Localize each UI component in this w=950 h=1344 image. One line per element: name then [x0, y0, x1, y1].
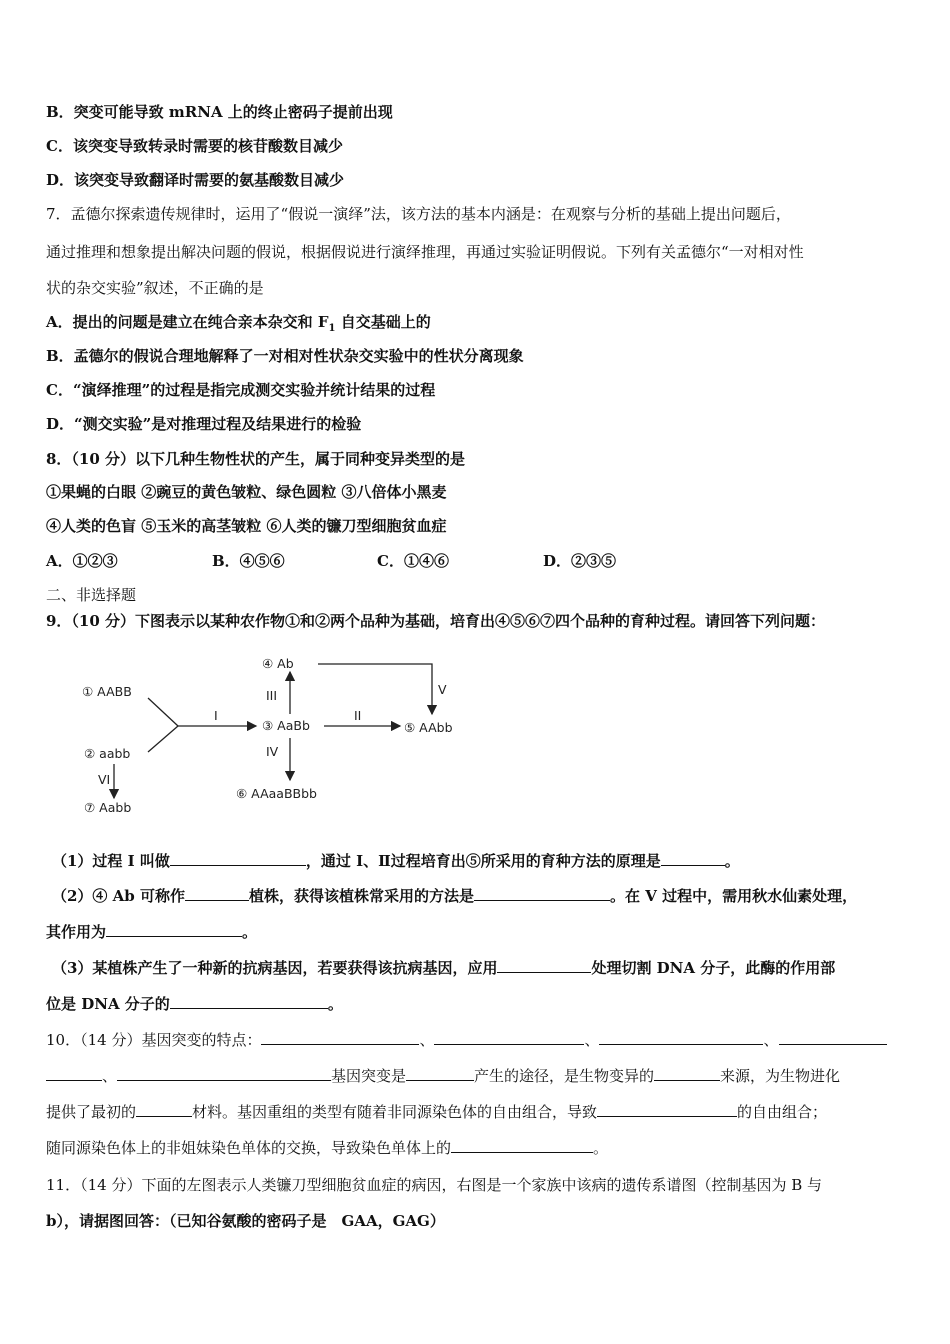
answer-blank[interactable] [434, 1030, 584, 1045]
q10-text-5: 材料。基因重组的类型有随着非同源染色体的自由组合，导致 [192, 1103, 598, 1121]
answer-blank[interactable] [136, 1102, 192, 1117]
separator: 、 [102, 1067, 118, 1085]
label-process-3: III [266, 688, 278, 703]
node-6: ⑥ AAaaBBbb [236, 786, 317, 801]
q8-option-c: C．①④⑥ [377, 552, 449, 570]
q7-option-a-pre: A．提出的问题是建立在纯合亲本杂交和 F [46, 313, 329, 331]
q9-sub2-cont [46, 922, 257, 942]
q6-option-b: B．突变可能导致 mRNA 上的终止密码子提前出现 [46, 103, 393, 121]
q6-option-d: D．该突变导致翻译时需要的氨基酸数目减少 [46, 171, 345, 189]
q7-option-a-post: 自交基础上的 [335, 313, 431, 331]
label-process-5: V [438, 682, 447, 697]
q8-option-a: A．①②③ [46, 552, 118, 570]
separator: 、 [584, 1031, 600, 1049]
q7-option-a [46, 312, 431, 339]
q9-stem: 9．（10 分）下图表示以某种农作物①和②两个品种为基础，培育出④⑤⑥⑦四个品种的育种过程。请回答下列问题： [46, 612, 826, 630]
answer-blank[interactable] [654, 1066, 720, 1081]
node-7: ⑦ Aabb [84, 800, 132, 815]
q10-line3 [46, 1102, 827, 1122]
q9-sub1-c: 。 [724, 852, 740, 870]
q9-sub3-a: （3）某植株产生了一种新的抗病基因，若要获得该抗病基因，应用 [52, 959, 498, 977]
q8-items-line2: ④人类的色盲 ⑤玉米的高茎皱粒 ⑥人类的镰刀型细胞贫血症 [46, 517, 447, 535]
answer-blank[interactable] [497, 958, 591, 973]
q10-stem: 10．（14 分）基因突变的特点： [46, 1031, 262, 1049]
q10-line2 [46, 1066, 840, 1086]
answer-blank[interactable] [406, 1066, 474, 1081]
q7-stem-line1: 7．孟德尔探索遗传规律时，运用了“假说一演绎”法，该方法的基本内涵是：在观察与分析的基础上提出问题后， [46, 205, 791, 223]
separator: 、 [419, 1031, 435, 1049]
q7-stem-line3: 状的杂交实验”叙述，不正确的是 [46, 279, 264, 297]
q9-sub2-c: 。在 V 过程中，需用秋水仙素处理， [610, 887, 858, 905]
answer-blank[interactable] [46, 1066, 102, 1081]
q7-option-c: C．“演绎推理”的过程是指完成测交实验并统计结果的过程 [46, 381, 436, 399]
q9-sub3 [52, 958, 835, 978]
answer-blank[interactable] [261, 1030, 419, 1045]
q7-option-d: D．“测交实验”是对推理过程及结果进行的检验 [46, 415, 362, 433]
q9-sub1-b: ，通过 I、Ⅱ过程培育出⑤所采用的育种方法的原理是 [305, 852, 661, 870]
q8-items-line1: ①果蝇的白眼 ②豌豆的黄色皱粒、绿色圆粒 ③八倍体小黑麦 [46, 483, 447, 501]
answer-blank[interactable] [185, 886, 249, 901]
node-5: ⑤ AAbb [404, 720, 453, 735]
label-process-2: II [354, 708, 362, 723]
answer-blank[interactable] [451, 1138, 593, 1153]
answer-blank[interactable] [779, 1030, 887, 1045]
q11-line1: 11．（14 分）下面的左图表示人类镰刀型细胞贫血症的病因，右图是一个家族中该病的遗传系谱图（控制基因为 B 与 [46, 1176, 823, 1194]
label-process-4: IV [266, 744, 279, 759]
node-1: ① AABB [82, 684, 132, 699]
separator: 、 [763, 1031, 779, 1049]
section-title: 二、非选择题 [46, 586, 137, 604]
answer-blank[interactable] [170, 851, 306, 866]
q10-text-7: 随同源染色体上的非姐妹染色单体的交换，导致染色单体上的 [46, 1139, 452, 1157]
q8-stem: 8．（10 分）以下几种生物性状的产生，属于同种变异类型的是 [46, 450, 466, 468]
arrow-process-5 [318, 664, 432, 714]
breeding-diagram [70, 648, 490, 818]
q6-option-c: C．该突变导致转录时需要的核苷酸数目减少 [46, 137, 343, 155]
q10-text-6: 的自由组合； [737, 1103, 828, 1121]
q9-sub2-d: 其作用为 [46, 923, 107, 941]
q10-text-3: 来源，为生物进化 [720, 1067, 841, 1085]
q9-sub3-d: 。 [327, 995, 343, 1013]
q9-sub3-cont [46, 994, 343, 1014]
q9-sub1-a: （1）过程 I 叫做 [52, 852, 170, 870]
q10-text-2: 产生的途径，是生物变异的 [474, 1067, 655, 1085]
q7-option-b: B．孟德尔的假说合理地解释了一对相对性状杂交实验中的性状分离现象 [46, 347, 524, 365]
q7-option-a-sub: 1 [328, 323, 336, 334]
label-process-1: I [214, 708, 218, 723]
q7-stem-line2: 通过推理和想象提出解决问题的假说，根据假说进行演绎推理，再通过实验证明假说。下列有关孟德尔“一对相对性 [46, 243, 804, 261]
line-n2-to-junction [148, 726, 178, 752]
q9-sub2-b: 植株，获得该植株常采用的方法是 [249, 887, 475, 905]
q10-text-1: 基因突变是 [331, 1067, 407, 1085]
q9-sub2 [52, 886, 857, 906]
answer-blank[interactable] [170, 994, 328, 1009]
answer-blank[interactable] [597, 1102, 737, 1117]
q11-line2: b），请据图回答：（已知谷氨酸的密码子是 GAA，GAG） [46, 1212, 445, 1230]
q9-sub3-b: 处理切割 DNA 分子，此酶的作用部 [591, 959, 836, 977]
q10-line4 [46, 1138, 608, 1158]
q10-line1 [46, 1030, 887, 1050]
q10-text-4: 提供了最初的 [46, 1103, 137, 1121]
node-3: ③ AaBb [262, 718, 310, 733]
q9-sub1 [52, 851, 740, 871]
node-4: ④ Ab [262, 656, 294, 671]
line-n1-to-junction [148, 698, 178, 726]
answer-blank[interactable] [474, 886, 610, 901]
answer-blank[interactable] [106, 922, 242, 937]
answer-blank[interactable] [661, 851, 725, 866]
q9-sub2-a: （2）④ Ab 可称作 [52, 887, 186, 905]
q8-option-d: D．②③⑤ [543, 552, 617, 570]
answer-blank[interactable] [117, 1066, 331, 1081]
q9-sub3-c: 位是 DNA 分子的 [46, 995, 170, 1013]
label-process-6: VI [98, 772, 111, 787]
q8-option-b: B．④⑤⑥ [212, 552, 285, 570]
answer-blank[interactable] [599, 1030, 763, 1045]
q10-text-8: 。 [593, 1139, 609, 1157]
q9-sub2-e: 。 [242, 923, 258, 941]
node-2: ② aabb [84, 746, 131, 761]
